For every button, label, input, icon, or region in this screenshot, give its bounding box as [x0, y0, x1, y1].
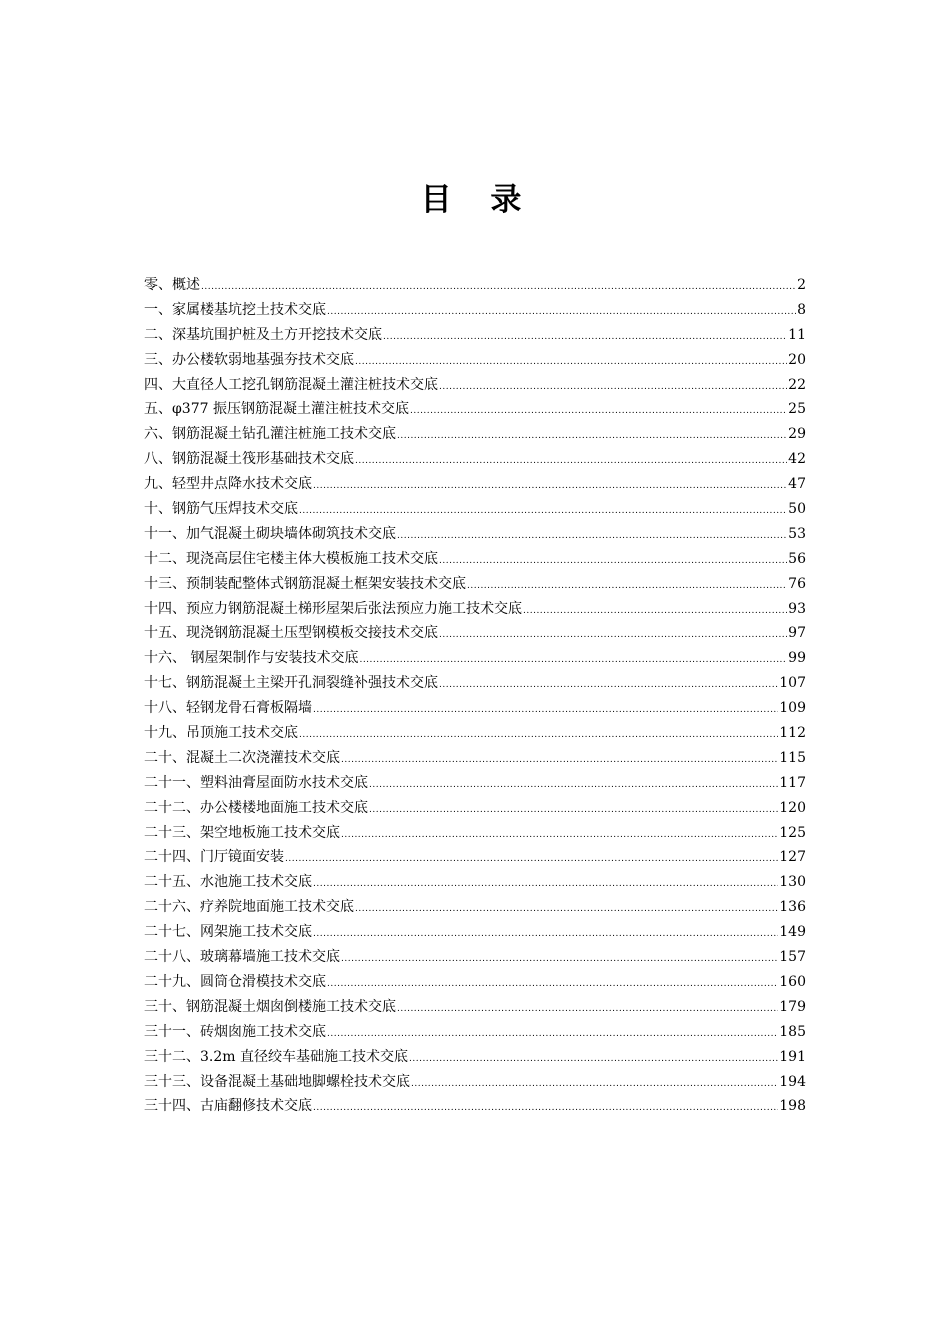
toc-entry-page-number: 53 [788, 525, 806, 542]
toc-entry-label: 十二、现浇高层住宅楼主体大模板施工技术交底 [144, 550, 438, 567]
toc-entry-label: 三、办公楼软弱地基强夯技术交底 [144, 351, 354, 368]
toc-entry-label: 二十九、圆筒仓滑模技术交底 [144, 973, 326, 990]
toc-entry-label: 二十六、疗养院地面施工技术交底 [144, 899, 354, 916]
toc-entry-page-number: 2 [797, 277, 806, 293]
toc-entry-page-number: 107 [779, 675, 806, 692]
toc-entry-label: 零、概述 [144, 277, 200, 293]
toc-entry[interactable] [144, 621, 806, 646]
toc-dot-leader [369, 771, 778, 798]
page-title: 目 录 [420, 182, 536, 218]
toc-entry[interactable] [144, 447, 806, 472]
toc-entry-page-number: 120 [779, 799, 806, 816]
toc-entry-page-number: 109 [779, 700, 806, 717]
toc-entry-label: 六、钢筋混凝土钻孔灌注桩施工技术交底 [144, 426, 396, 443]
toc-dot-leader [439, 671, 778, 698]
toc-entry[interactable] [144, 298, 806, 323]
table-of-contents [144, 273, 806, 1119]
toc-dot-leader [327, 970, 778, 997]
toc-dot-leader [439, 621, 787, 648]
toc-entry-label: 十一、加气混凝土砌块墙体砌筑技术交底 [144, 525, 396, 542]
toc-dot-leader [359, 646, 787, 673]
toc-entry-label: 二十、混凝土二次浇灌技术交底 [144, 749, 340, 766]
toc-dot-leader [410, 397, 787, 424]
toc-entry[interactable] [144, 1094, 806, 1119]
toc-entry[interactable] [144, 373, 806, 398]
toc-entry-label: 二十四、门厅镜面安装 [144, 849, 284, 866]
toc-entry-label: 十、钢筋气压焊技术交底 [144, 501, 298, 518]
toc-entry-page-number: 50 [788, 501, 806, 518]
toc-entry-page-number: 194 [779, 1073, 806, 1090]
toc-entry-page-number: 97 [788, 625, 806, 642]
toc-entry[interactable] [144, 397, 806, 422]
toc-entry-page-number: 185 [779, 1023, 806, 1040]
toc-entry-page-number: 130 [779, 874, 806, 891]
toc-entry[interactable] [144, 497, 806, 522]
toc-entry-label: 十四、预应力钢筋混凝土梯形屋架后张法预应力施工技术交底 [144, 600, 522, 617]
toc-entry-label: 十五、现浇钢筋混凝土压型钢模板交接技术交底 [144, 625, 438, 642]
toc-entry-page-number: 11 [788, 326, 806, 343]
toc-entry[interactable] [144, 995, 806, 1020]
toc-entry-label: 三十三、设备混凝土基础地脚螺栓技术交底 [144, 1073, 410, 1090]
toc-entry-page-number: 149 [779, 924, 806, 941]
toc-entry-page-number: 127 [779, 849, 806, 866]
toc-entry-label: 九、轻型井点降水技术交底 [144, 476, 312, 493]
toc-entry-label: 二十五、水池施工技术交底 [144, 874, 312, 891]
toc-entry-page-number: 179 [779, 998, 806, 1015]
toc-entry[interactable] [144, 323, 806, 348]
toc-dot-leader [355, 895, 778, 922]
toc-entry-label: 四、大直径人工挖孔钢筋混凝土灌注桩技术交底 [144, 376, 438, 393]
toc-entry[interactable] [144, 771, 806, 796]
toc-entry[interactable] [144, 348, 806, 373]
toc-entry-page-number: 136 [779, 899, 806, 916]
toc-entry[interactable] [144, 870, 806, 895]
toc-entry-page-number: 99 [788, 650, 806, 667]
toc-entry[interactable] [144, 671, 806, 696]
toc-entry-page-number: 93 [788, 600, 806, 617]
toc-entry-page-number: 29 [788, 426, 806, 443]
toc-entry[interactable] [144, 696, 806, 721]
toc-entry-page-number: 22 [788, 376, 806, 393]
toc-entry-label: 一、家属楼基坑挖土技术交底 [144, 301, 326, 318]
toc-dot-leader [313, 1094, 778, 1121]
toc-dot-leader [355, 348, 787, 375]
toc-entry-page-number: 157 [779, 949, 806, 966]
toc-entry-label: 五、φ377 振压钢筋混凝土灌注桩技术交底 [144, 401, 409, 418]
toc-entry-page-number: 25 [788, 401, 806, 418]
toc-dot-leader [201, 273, 796, 300]
toc-dot-leader [313, 472, 787, 499]
toc-dot-leader [397, 995, 778, 1022]
toc-entry-page-number: 47 [788, 476, 806, 493]
toc-dot-leader [523, 597, 787, 624]
toc-dot-leader [369, 796, 778, 823]
toc-entry[interactable] [144, 547, 806, 572]
toc-dot-leader [439, 547, 787, 574]
toc-entry[interactable] [144, 597, 806, 622]
toc-entry-page-number: 20 [788, 351, 806, 368]
toc-entry[interactable] [144, 970, 806, 995]
toc-entry[interactable] [144, 821, 806, 846]
toc-entry-label: 十七、钢筋混凝土主梁开孔洞裂缝补强技术交底 [144, 675, 438, 692]
toc-entry[interactable] [144, 472, 806, 497]
toc-entry[interactable] [144, 273, 806, 298]
toc-entry[interactable] [144, 746, 806, 771]
toc-entry[interactable] [144, 920, 806, 945]
toc-dot-leader [355, 447, 787, 474]
toc-entry-page-number: 8 [797, 301, 806, 318]
toc-entry-label: 十九、吊顶施工技术交底 [144, 725, 298, 742]
toc-entry-page-number: 56 [788, 550, 806, 567]
toc-entry[interactable] [144, 721, 806, 746]
toc-entry-label: 三十四、古庙翻修技术交底 [144, 1098, 312, 1115]
toc-dot-leader [313, 870, 778, 897]
toc-dot-leader [467, 572, 787, 599]
toc-dot-leader [341, 746, 778, 773]
toc-dot-leader [341, 945, 778, 972]
toc-entry[interactable] [144, 1020, 806, 1045]
toc-dot-leader [313, 920, 778, 947]
toc-entry-label: 八、钢筋混凝土筏形基础技术交底 [144, 451, 354, 468]
toc-entry-label: 二十七、网架施工技术交底 [144, 924, 312, 941]
toc-entry-page-number: 160 [779, 973, 806, 990]
toc-entry[interactable] [144, 422, 806, 447]
toc-entry[interactable] [144, 572, 806, 597]
toc-entry-label: 三十一、砖烟囱施工技术交底 [144, 1023, 326, 1040]
toc-entry[interactable] [144, 646, 806, 671]
toc-entry-label: 二十一、塑料油膏屋面防水技术交底 [144, 774, 368, 791]
toc-entry-page-number: 125 [779, 824, 806, 841]
toc-entry[interactable] [144, 1070, 806, 1095]
toc-dot-leader [285, 845, 778, 872]
toc-entry[interactable] [144, 796, 806, 821]
toc-entry-label: 二十八、玻璃幕墙施工技术交底 [144, 949, 340, 966]
toc-dot-leader [397, 422, 787, 449]
toc-dot-leader [299, 497, 787, 524]
toc-dot-leader [299, 721, 778, 748]
toc-dot-leader [411, 1070, 778, 1097]
toc-entry-label: 三十、钢筋混凝土烟囱倒楼施工技术交底 [144, 998, 396, 1015]
toc-dot-leader [341, 821, 778, 848]
toc-entry[interactable] [144, 522, 806, 547]
toc-entry-label: 十八、轻钢龙骨石膏板隔墙 [144, 700, 312, 717]
toc-entry[interactable] [144, 1045, 806, 1070]
toc-entry-label: 十六、 钢屋架制作与安装技术交底 [144, 650, 359, 667]
toc-entry-label: 三十二、3.2m 直径绞车基础施工技术交底 [144, 1048, 408, 1065]
toc-dot-leader [439, 373, 787, 400]
toc-entry-page-number: 191 [779, 1048, 806, 1065]
toc-entry-page-number: 112 [779, 725, 806, 742]
toc-entry-label: 二、深基坑围护桩及土方开挖技术交底 [144, 326, 382, 343]
toc-entry[interactable] [144, 845, 806, 870]
toc-entry-label: 十三、预制装配整体式钢筋混凝土框架安装技术交底 [144, 575, 466, 592]
toc-entry-label: 二十二、办公楼楼地面施工技术交底 [144, 799, 368, 816]
toc-entry[interactable] [144, 945, 806, 970]
toc-dot-leader [327, 1020, 778, 1047]
toc-dot-leader [313, 696, 778, 723]
toc-entry-page-number: 117 [779, 774, 806, 791]
toc-entry-page-number: 42 [788, 451, 806, 468]
toc-entry-label: 二十三、架空地板施工技术交底 [144, 824, 340, 841]
toc-dot-leader [383, 323, 787, 350]
toc-entry-page-number: 76 [788, 575, 806, 592]
toc-dot-leader [409, 1045, 778, 1072]
toc-dot-leader [397, 522, 787, 549]
toc-entry-page-number: 115 [779, 749, 806, 766]
toc-dot-leader [327, 298, 796, 325]
toc-entry[interactable] [144, 895, 806, 920]
toc-entry-page-number: 198 [779, 1098, 806, 1115]
